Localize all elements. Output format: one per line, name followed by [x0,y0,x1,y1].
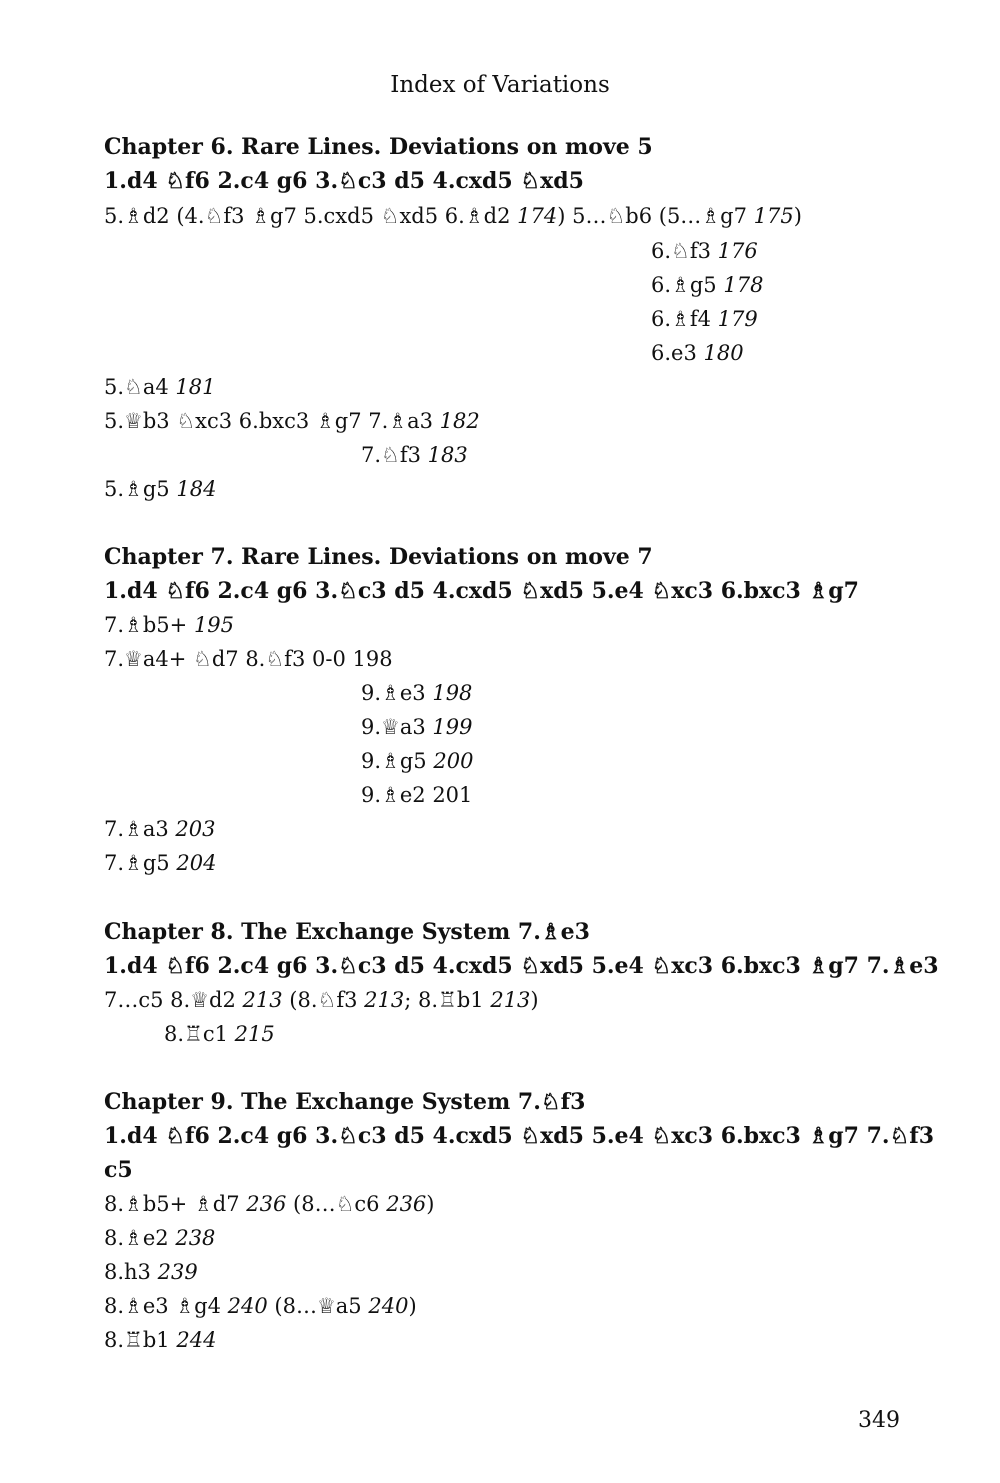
moves: 5.♗d2 (4.♘f3 ♗g7 5.cxd5 ♘xd5 6.♗d2 [104,204,518,228]
running-header: Index of Variations [390,72,610,98]
page-ref: 183 [427,443,468,467]
page-ref: 178 [723,273,764,297]
page-ref: 203 [175,817,216,841]
moves: 9.♕a3 [361,715,433,739]
page-ref: 240 [227,1294,268,1318]
moves: ) 5…♘b6 (5…♗g7 [557,204,754,228]
moves: 7.♗b5+ [104,613,194,637]
page-ref: 200 [433,749,474,773]
variation-line [104,1255,198,1289]
moves: 5.♘a4 [104,375,176,399]
page-number: 349 [858,1408,900,1433]
page-ref: 213 [490,988,531,1012]
page-ref: 180 [703,341,744,365]
moves: ) [530,988,539,1012]
page-ref: 182 [439,409,480,433]
moves: 8.♖c1 [164,1022,235,1046]
page-ref: 236 [386,1192,427,1216]
variation-line [104,404,480,438]
moves: 6.e3 [651,341,704,365]
page-ref: 179 [717,307,758,331]
moves: 7.♗g5 [104,851,177,875]
moves: ) [426,1192,435,1216]
moves: 8.♗e2 [104,1226,176,1250]
moves: 9.♗e2 201 [361,783,473,807]
page-ref: 240 [368,1294,409,1318]
moves: 5.♗g5 [104,477,177,501]
moves: (8.♘f3 [282,988,365,1012]
chapter-9-title: Chapter 9. The Exchange System 7.♘f3 [104,1089,586,1115]
variation-line [164,1017,275,1051]
moves: ) [408,1294,417,1318]
variation-line [104,1187,435,1221]
page-ref: 213 [364,988,405,1012]
page-ref: 236 [246,1192,287,1216]
page-ref: 175 [753,204,794,228]
variation-line [104,1289,417,1323]
variation-line [104,608,234,642]
page-ref: 195 [193,613,235,637]
page-ref: 199 [432,715,473,739]
variation-line [104,370,216,404]
chapter-9-main-line: 1.d4 ♘f6 2.c4 g6 3.♘c3 d5 4.cxd5 ♘xd5 5.e4 ♘xc3 6.bxc3 ♗g7 7.♘f3 [104,1123,935,1149]
variation-line [104,1323,216,1357]
page-ref: 213 [242,988,283,1012]
variation-line [104,846,216,880]
page-ref: 198 [432,681,473,705]
variation-line [361,710,473,744]
variation-line [651,234,758,268]
variation-line [104,199,802,233]
chapter-8-main-line: 1.d4 ♘f6 2.c4 g6 3.♘c3 d5 4.cxd5 ♘xd5 5.e4 ♘xc3 6.bxc3 ♗g7 7.♗e3 [104,953,939,979]
moves: 8.♖b1 [104,1328,177,1352]
page-ref: 184 [176,477,217,501]
variation-line [651,336,744,370]
page-ref: 176 [717,239,758,263]
moves: 7.♕a4+ ♘d7 8.♘f3 0-0 198 [104,647,393,671]
chapter-7-title: Chapter 7. Rare Lines. Deviations on move 7 [104,544,653,570]
page-ref: 204 [176,851,217,875]
variation-line [104,812,216,846]
moves: 7.♗a3 [104,817,176,841]
chapter-6-title: Chapter 6. Rare Lines. Deviations on move 5 [104,134,653,160]
moves: 9.♗e3 [361,681,433,705]
chapter-8-title: Chapter 8. The Exchange System 7.♗e3 [104,919,590,945]
variation-line [361,778,472,812]
page-ref: 238 [175,1226,216,1250]
moves: 8.♗e3 ♗g4 [104,1294,228,1318]
moves: 8.♗b5+ ♗d7 [104,1192,247,1216]
variation-line [361,744,473,778]
page-ref: 239 [157,1260,198,1284]
moves: 9.♗g5 [361,749,434,773]
variation-line [651,268,763,302]
moves: 6.♘f3 [651,239,718,263]
chapter-7-main-line: 1.d4 ♘f6 2.c4 g6 3.♘c3 d5 4.cxd5 ♘xd5 5.e4 ♘xc3 6.bxc3 ♗g7 [104,578,859,604]
variation-line [104,642,393,676]
page-ref: 215 [234,1022,275,1046]
variation-line [104,472,216,506]
moves: 8.h3 [104,1260,158,1284]
page-ref: 174 [517,204,558,228]
moves: (8…♕a5 [267,1294,369,1318]
moves: (8…♘c6 [286,1192,387,1216]
moves: ) [793,204,802,228]
variation-line [651,302,758,336]
moves: 6.♗f4 [651,307,718,331]
variation-line [361,438,468,472]
moves: ; 8.♖b1 [404,988,491,1012]
variation-line [104,983,539,1017]
variation-line [361,676,472,710]
moves: 5.♕b3 ♘xc3 6.bxc3 ♗g7 7.♗a3 [104,409,440,433]
moves: 6.♗g5 [651,273,724,297]
moves: 7…c5 8.♕d2 [104,988,243,1012]
page-ref: 181 [175,375,216,399]
page-ref: 244 [176,1328,217,1352]
chapter-6-main-line: 1.d4 ♘f6 2.c4 g6 3.♘c3 d5 4.cxd5 ♘xd5 [104,168,584,194]
moves: 7.♘f3 [361,443,428,467]
chapter-9-main-line-cont: c5 [104,1157,133,1183]
variation-line [104,1221,215,1255]
